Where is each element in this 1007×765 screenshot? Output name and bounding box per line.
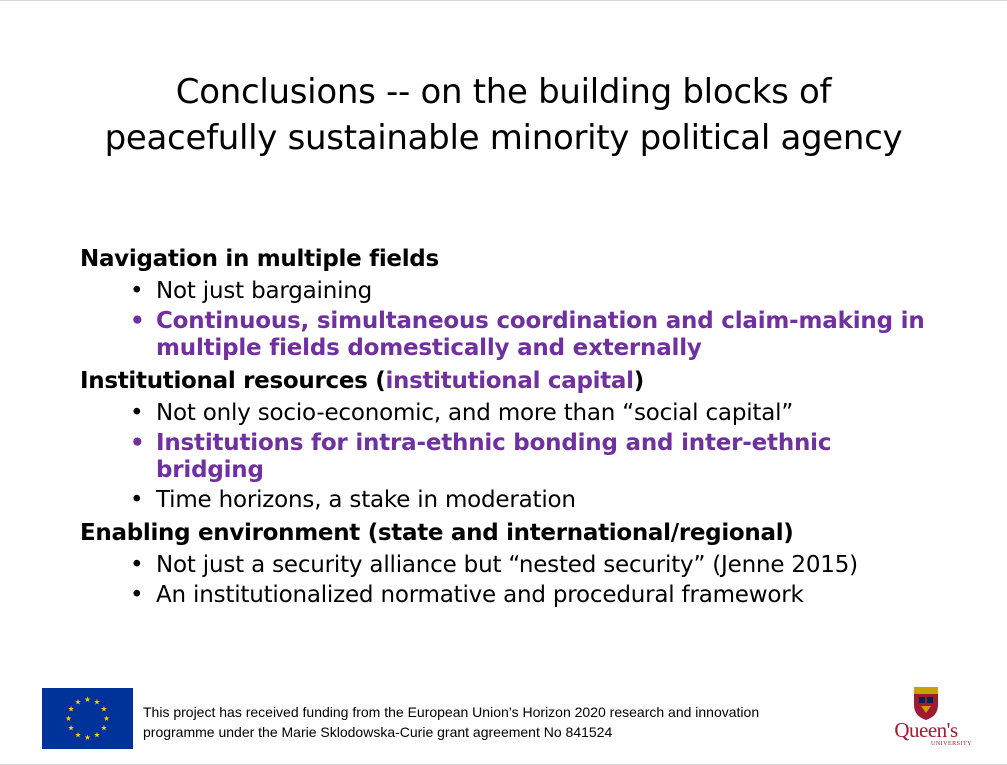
bullet-text: An institutionalized normative and procedural framework [156,582,804,608]
funding-line1: This project has received funding from the European Union’s Horizon 2020 research and innovation [143,704,760,720]
eu-star-icon [104,716,110,721]
bullet-list-navigation [80,278,960,362]
bullet-glyph: • [130,552,144,578]
bullet-text-line1: Continuous, simultaneous coordination and claim-making in [156,308,925,334]
eu-star-icon [68,725,74,730]
bullet-glyph: • [130,582,144,608]
bullet-item [80,487,960,514]
bullet-item [80,582,960,609]
bullet-glyph: • [130,430,145,456]
slide-title-line2: peacefully sustainable minority political agency [104,118,903,158]
eu-star-icon [101,725,107,730]
bullet-glyph: • [130,278,144,304]
bullet-item-highlight [80,308,960,362]
bullet-text-line2: multiple fields domestically and externally [156,335,702,361]
eu-star-icon [94,732,100,737]
funding-line2: programme under the Marie Sklodowska-Curie grant agreement No 841524 [143,724,613,740]
bullet-item [80,278,960,305]
funding-statement [143,702,863,742]
eu-star-icon [75,699,81,704]
bullet-text-line2: bridging [156,457,264,483]
slide-title [0,69,1007,161]
queens-crest-icon [880,685,972,721]
bullet-item [80,400,960,427]
funding-footer [0,681,1007,761]
eu-flag-icon [42,688,133,749]
slide-title-line1: Conclusions -- on the building blocks of [175,72,832,112]
eu-star-icon [101,706,107,711]
queens-logo [880,685,972,757]
bullet-list-enabling [80,552,960,609]
eu-star-icon [85,735,91,740]
eu-star-icon [66,716,72,721]
bullet-item [80,552,960,579]
logo-subtext: UNIVERSITY [931,741,972,747]
heading-accent: institutional capital [385,368,634,394]
section-heading-navigation: Navigation in multiple fields [80,246,439,272]
eu-star-icon [68,706,74,711]
heading-pre: Institutional resources ( [80,368,386,394]
eu-star-icon [85,697,91,702]
bullet-glyph: • [130,400,144,426]
bullet-text-line1: Institutions for intra-ethnic bonding and inter-ethnic [156,430,832,456]
section-heading-institutional [80,365,960,397]
bullet-text: Not just bargaining [156,278,373,304]
bullet-text: Time horizons, a stake in moderation [156,487,576,513]
bullet-item-highlight [80,430,960,484]
eu-star-icon [94,699,100,704]
bullet-text: Not only socio-economic, and more than “social capital” [156,400,794,426]
bullet-text: Not just a security alliance but “nested security” (Jenne 2015) [156,552,858,578]
eu-star-icon [75,732,81,737]
bullet-list-institutional [80,400,960,514]
slide-body [80,241,960,612]
heading-post: ) [633,368,644,394]
bullet-glyph: • [130,308,145,334]
logo-wordmark: Queen's [894,718,958,742]
section-heading-enabling: Enabling environment (state and international/regional) [80,520,794,546]
bullet-glyph: • [130,487,144,513]
